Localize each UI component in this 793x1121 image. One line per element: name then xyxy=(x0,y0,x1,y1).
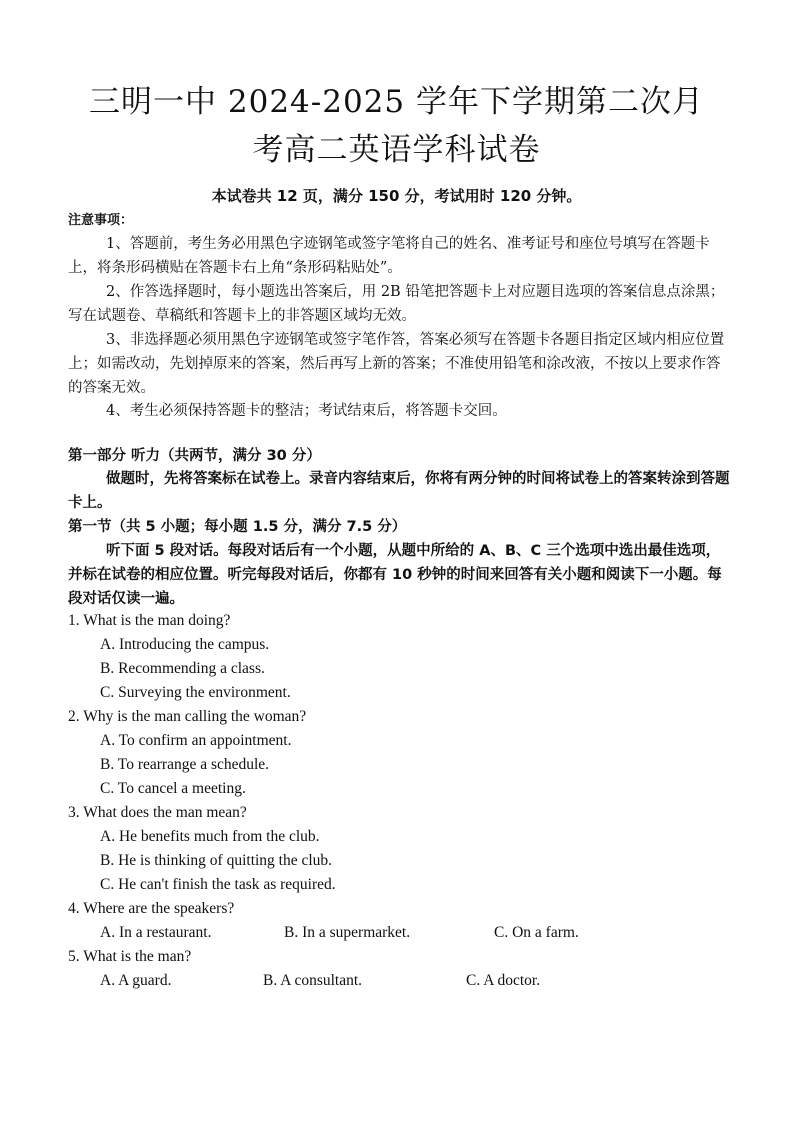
question-2-stem: 2. Why is the man calling the woman? xyxy=(68,708,307,725)
note-item-2: 2、作答选择题时，每小题选出答案后，用 2B 铅笔把答题卡上对应题目选项的答案信息点涂黑；写在试题卷、草稿纸和答题卡上的非答题区域均无效。 xyxy=(68,284,725,324)
question-3-stem: 3. What does the man mean? xyxy=(68,804,247,821)
question-1-stem: 1. What is the man doing? xyxy=(68,612,231,629)
question-5-option-c: C. A doctor. xyxy=(466,972,541,989)
question-5-stem: 5. What is the man? xyxy=(68,948,192,965)
exam-title-line-2: 考高二英语学科试卷 xyxy=(252,132,541,168)
exam-title-line-1: 三明一中 2024-2025 学年下学期第二次月 xyxy=(89,84,704,120)
question-4-option-b: B. In a supermarket. xyxy=(284,924,411,941)
question-1-option-b: B. Recommending a class. xyxy=(100,660,265,677)
section1-heading: 第一节（共 5 小题；每小题 1.5 分，满分 7.5 分） xyxy=(68,519,407,535)
question-3-option-a: A. He benefits much from the club. xyxy=(100,828,320,845)
section1-instruction: 听下面 5 段对话。每段对话后有一个小题，从题中所给的 A、B、C 三个选项中选出最佳选项，并标在试卷的相应位置。听完每段对话后，你都有 10 秒钟的时间来回答有关小题和阅读下一小题。每段对话仅读一遍。 xyxy=(68,543,722,607)
exam-info: 本试卷共 12 页，满分 150 分，考试用时 120 分钟。 xyxy=(211,187,582,205)
question-4-stem: 4. Where are the speakers? xyxy=(68,900,235,917)
question-5-option-a: A. A guard. xyxy=(100,972,172,989)
question-4-option-c: C. On a farm. xyxy=(494,924,579,941)
notes-heading: 注意事项： xyxy=(68,213,134,228)
note-item-1: 1、答题前，考生务必用黑色字迹钢笔或签字笔将自己的姓名、准考证号和座位号填写在答题卡上，将条形码横贴在答题卡右上角“条形码粘贴处”。 xyxy=(68,236,710,276)
question-2-option-b: B. To rearrange a schedule. xyxy=(100,756,270,773)
part1-instruction: 做题时，先将答案标在试卷上。录音内容结束后，你将有两分钟的时间将试卷上的答案转涂到答题卡上。 xyxy=(68,471,730,511)
question-5-option-b: B. A consultant. xyxy=(263,972,363,989)
question-2-option-a: A. To confirm an appointment. xyxy=(100,732,292,749)
question-4-option-a: A. In a restaurant. xyxy=(100,924,212,941)
question-3-option-b: B. He is thinking of quitting the club. xyxy=(100,852,333,869)
note-item-3: 3、非选择题必须用黑色字迹钢笔或签字笔作答，答案必须写在答题卡各题目指定区域内相应位置上；如需改动，先划掉原来的答案，然后再写上新的答案；不准使用铅笔和涂改液，不按以上要求作答的答案无效。 xyxy=(68,332,725,396)
question-3-option-c: C. He can't finish the task as required. xyxy=(100,876,336,893)
question-1-option-a: A. Introducing the campus. xyxy=(100,636,270,653)
part1-heading: 第一部分 听力（共两节，满分 30 分） xyxy=(68,448,321,464)
question-1-option-c: C. Surveying the environment. xyxy=(100,684,291,701)
question-2-option-c: C. To cancel a meeting. xyxy=(100,780,246,797)
note-item-4: 4、考生必须保持答题卡的整洁；考试结束后，将答题卡交回。 xyxy=(106,403,507,419)
